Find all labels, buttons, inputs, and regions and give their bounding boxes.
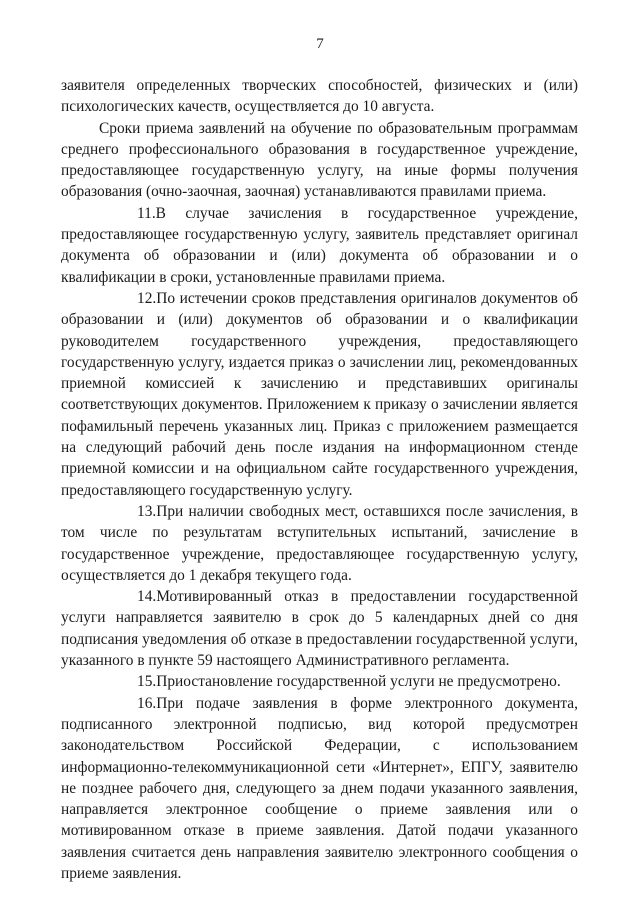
paragraph-number: 16. [137,694,157,712]
page-number: 7 [316,36,324,52]
paragraph-text: При наличии свободных мест, оставшихся после зачисления, в том числе по результатам вступительных испытаний, зачисление в государственное учреждение, предоставляющее государственную услугу, осуществляется до 1 декабря текущего года. [61,502,578,584]
paragraph-14 [61,586,578,671]
paragraph-admission-deadlines [61,118,578,203]
paragraph-continuation [61,75,578,118]
paragraph-text: По истечении сроков представления оригиналов документов об образовании и (или) документов об образовании и о квалификации руководителем государственного учреждения, предоставляющего государственную услугу, издается приказ о зачислении лиц, рекомендованных приемной комиссией к зачислению и представивших оригиналы соответствующих документов. Приложением к приказу о зачислении является пофамильный перечень указанных лиц. Приказ с приложением размещается на следующий рабочий день после издания на информационном стенде приемной комиссии и на официальном сайте государственного учреждения, предоставляющего государственную услугу. [61,289,578,499]
document-body [61,75,578,884]
paragraph-number: 11. [137,204,156,222]
paragraph-12 [61,288,578,501]
paragraph-text: Мотивированный отказ в предоставлении государственной услуги направляется заявителю в срок до 5 календарных дней со дня подписания уведомления об отказе в предоставлении государственной услуги, указанного в пункте 59 настоящего Административного регламента. [61,588,578,670]
paragraph-number: 12. [137,289,157,307]
paragraph-text: Приостановление государственной услуги не предусмотрено. [156,673,561,691]
paragraph-text: При подаче заявления в форме электронного документа, подписанного электронной подписью, вид которой предусмотрен законодательством Российской Федерации, с использованием информационно-телекоммуникационной сети «Интернет», ЕПГУ, заявителю не позднее рабочего дня, следующего за днем подачи указанного заявления, направляется электронное сообщение о приеме заявления или о мотивированном отказе в приеме заявления. Датой подачи указанного заявления считается день направления заявителю электронного сообщения о приеме заявления. [61,694,578,882]
paragraph-11 [61,203,578,288]
paragraph-text: заявителя определенных творческих способностей, физических и (или) психологических качеств, осуществляется до 10 августа. [61,77,578,116]
paragraph-text: Сроки приема заявлений на обучение по образовательным программам среднего профессионального образования в государственное учреждение, предоставляющее государственную услугу, на иные формы получения образования (очно-заочная, заочная) устанавливаются правилами приема. [61,119,578,201]
paragraph-16 [61,693,578,885]
paragraph-15 [61,671,578,692]
paragraph-number: 14. [137,588,157,606]
paragraph-number: 15. [137,673,157,691]
paragraph-text: В случае зачисления в государственное учреждение, предоставляющее государственную услугу, заявитель представляет оригинал документа об образовании и (или) документа об образовании и о квалификации в сроки, установленные правилами приема. [61,204,578,286]
paragraph-13 [61,501,578,586]
paragraph-number: 13. [137,502,157,520]
